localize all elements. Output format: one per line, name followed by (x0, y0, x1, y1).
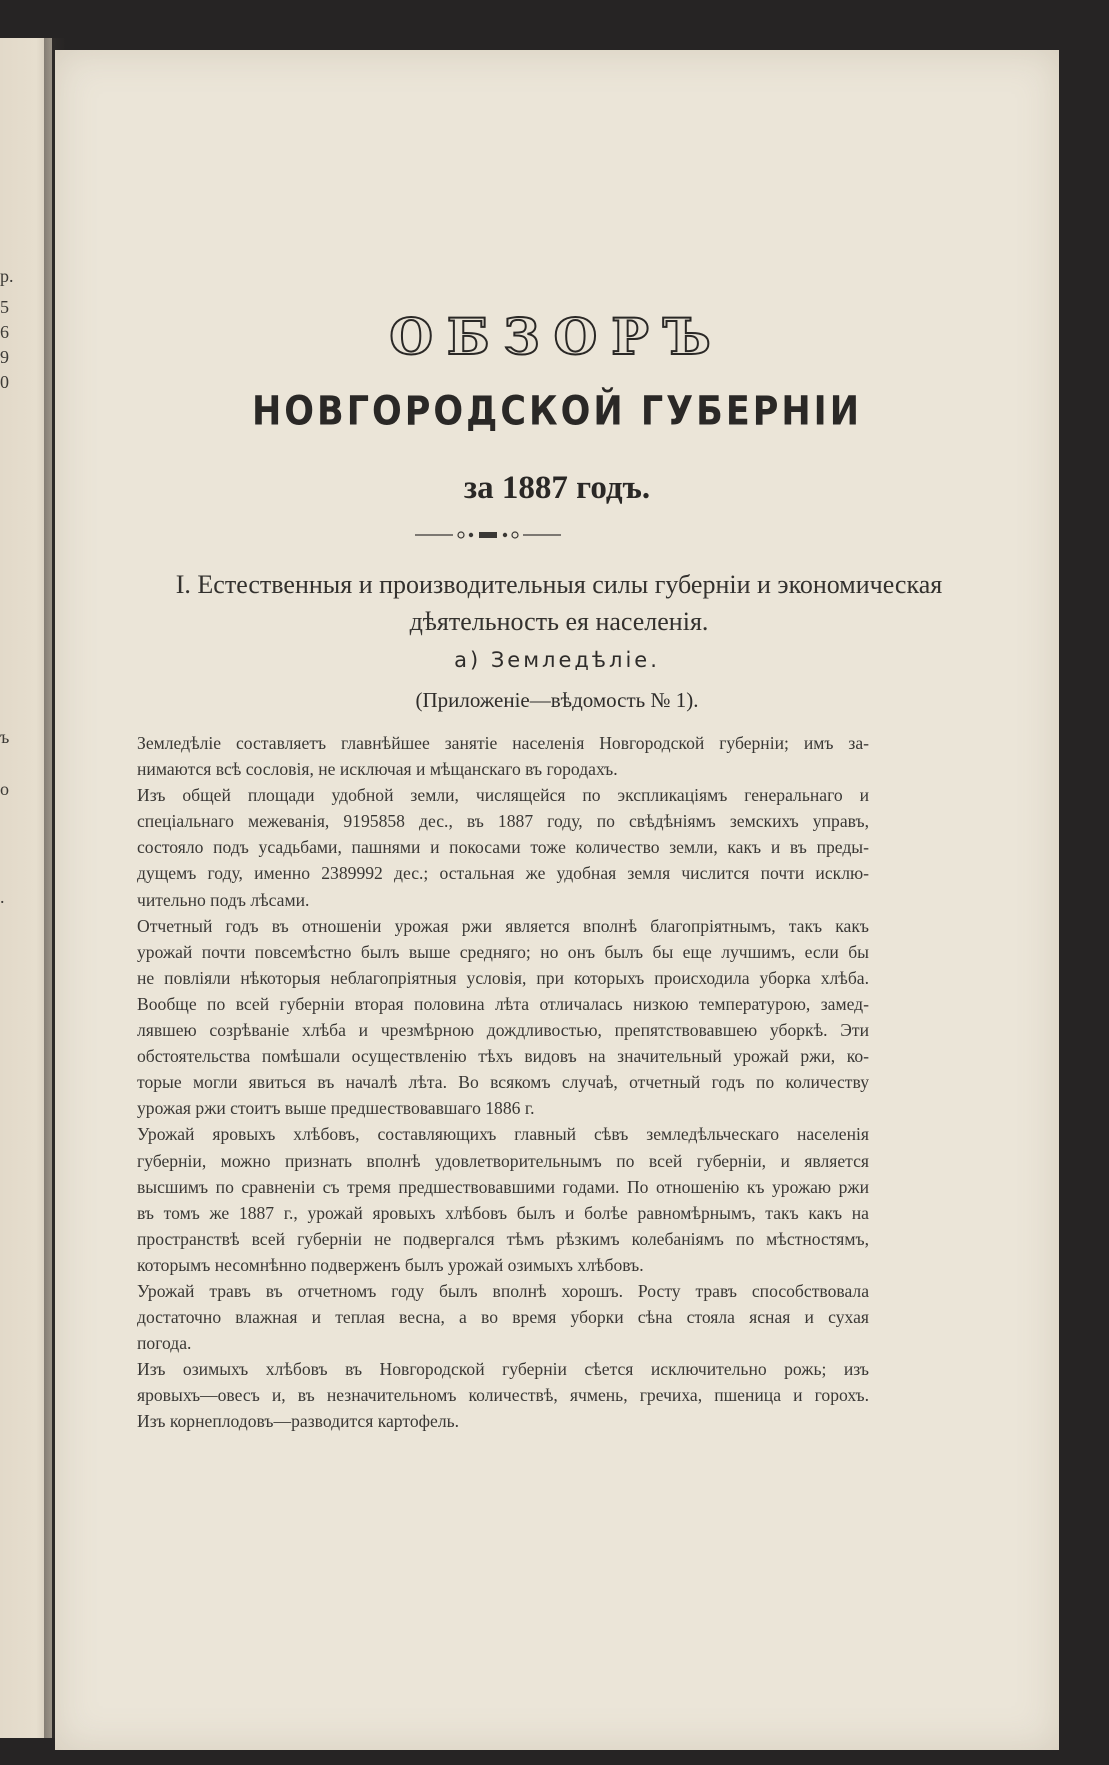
text-line: урожай почти повсемѣстно былъ выше средняго; но онъ былъ бы еще лучшимъ, если бы (137, 941, 869, 962)
document-year: за 1887 годъ. (463, 470, 651, 506)
text-line: Изъ озимыхъ хлѣбовъ въ Новгородской губерніи сѣется исключительно рожь; изъ (137, 1359, 869, 1380)
text-line: обстоятельства помѣшали осуществленію тѣхъ видовъ на значительный урожай ржи, ко- (137, 1046, 869, 1067)
margin-char: 5 (0, 297, 9, 317)
text-line: Урожай травъ въ отчетномъ году былъ вполнѣ хорошъ. Росту травъ способствовала (137, 1280, 869, 1301)
text-line: состояло подъ усадьбами, пашнями и покосами тоже количество земли, какъ и въ преды- (137, 837, 869, 858)
text-line: яровыхъ—овесъ и, въ незначительномъ количествѣ, ячмень, гречиха, пшеница и горохъ. (137, 1385, 869, 1406)
text-line: спеціальнаго межеванія, 9195858 дес., въ 1887 году, по свѣдѣніямъ земскихъ управъ, (137, 811, 869, 832)
text-line: Вообще по всей губерніи вторая половина лѣта отличалась низкою температурою, замед- (137, 993, 869, 1014)
text-line: дущемъ году, именно 2389992 дес.; остальная же удобная земля числится почти исклю- (137, 863, 869, 884)
text-line: губерніи, можно признать вполнѣ удовлетворительнымъ по всей губерніи, и является (137, 1150, 869, 1171)
section-heading (95, 566, 1023, 640)
document-title: ОБЗОРЪ (389, 307, 725, 366)
text-line: торые могли явиться въ началѣ лѣта. Во всякомъ случаѣ, отчетный годъ по количеству (137, 1072, 869, 1093)
text-line: въ томъ же 1887 г., урожай яровыхъ хлѣбовъ былъ и болѣе равномѣрнымъ, такъ какъ на (137, 1202, 869, 1223)
margin-char: 0 (0, 372, 9, 392)
text-line: высшимъ по сравненіи съ тремя предшествовавшими годами. По отношенію къ урожаю ржи (137, 1176, 869, 1197)
margin-char: 9 (0, 347, 9, 367)
margin-char: р. (0, 266, 14, 286)
ornament-divider (413, 525, 563, 545)
text-line: пространствѣ всей губерніи не подвергался тѣмъ рѣзкимъ колебаніямъ по мѣстностямъ, (137, 1228, 869, 1249)
appendix-note: (Приложеніе—вѣдомость № 1). (415, 688, 699, 712)
text-line: Изъ общей площади удобной земли, числящейся по экспликаціямъ генеральнаго и (137, 785, 869, 806)
text-line: достаточно влажная и теплая весна, а во время уборки сѣна стояла ясная и сухая (137, 1307, 869, 1328)
text-line: Урожай яровыхъ хлѣбовъ, составляющихъ главный сѣвъ земледѣльческаго населенія (137, 1124, 869, 1145)
text-line: нимаются всѣ сословія, не исключая и мѣщанскаго въ городахъ. (137, 759, 618, 780)
text-line: Изъ корнеплодовъ—разводится картофель. (137, 1411, 460, 1432)
section-heading-line: дѣятельность ея населенія. (409, 607, 709, 636)
section-heading-line: I. Естественныя и производительныя силы губерніи и экономическая (175, 570, 943, 599)
text-line: лявшею созрѣваніе хлѣба и чрезмѣрною дождливостью, препятствовавшею уборкѣ. Эти (137, 1020, 869, 1041)
text-line: чительно подъ лѣсами. (137, 889, 310, 910)
margin-char: 6 (0, 322, 9, 342)
margin-char: . (0, 887, 5, 907)
document-subtitle: НОВГОРОДСКОЙ ГУБЕРНІИ (251, 389, 862, 435)
margin-char: о (0, 779, 9, 799)
body-text (137, 730, 869, 1435)
text-line: которымъ несомнѣнно подверженъ былъ урожай озимыхъ хлѣбовъ. (137, 1254, 644, 1275)
text-line: урожая ржи стоитъ выше предшествовавшаго 1886 г. (137, 1098, 535, 1119)
text-line: Отчетный годъ въ отношеніи урожая ржи является вполнѣ благопріятнымъ, такъ какъ (137, 915, 869, 936)
text-line: погода. (137, 1333, 192, 1354)
text-line: Земледѣліе составляетъ главнѣйшее занятіе населенія Новгородской губерніи; имъ за- (137, 733, 869, 753)
text-line: не повліяли нѣкоторыя неблагопріятныя условія, при которыхъ происходила уборка хлѣба. (137, 967, 869, 988)
margin-char: ъ (0, 727, 10, 747)
subsection-heading: а) Земледѣліе. (454, 648, 660, 672)
